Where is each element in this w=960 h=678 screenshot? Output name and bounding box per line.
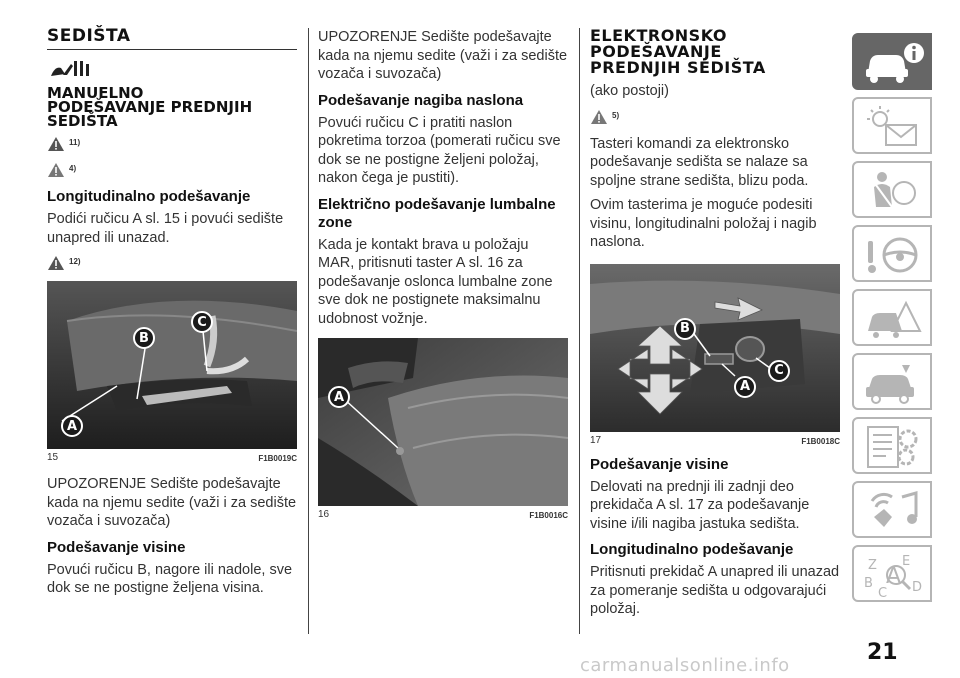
seat-lever-photo [47, 281, 297, 449]
heading-height: Podešavanje visine [47, 538, 186, 556]
section-title-seats: SEDIŠTA [47, 26, 131, 46]
lumbar-button-photo [318, 338, 568, 506]
caution-triangle-icon [47, 162, 65, 178]
warning-triangle-icon [47, 255, 65, 271]
tab-safety[interactable] [852, 161, 932, 218]
index-icon [862, 551, 926, 599]
column-divider [579, 28, 580, 634]
warning-ref-4 [590, 109, 840, 131]
tab-driving[interactable] [852, 225, 932, 282]
text-warning: UPOZORENJE Sedište podešavajte kada na njemu sedite (važi i za sedište vozača i suvozača) [47, 476, 297, 529]
callout-c: C [191, 311, 213, 333]
warning-ref-1 [47, 136, 297, 158]
heading-longitudinal: Longitudinalno podešavanje [47, 188, 251, 205]
text-optional: (ako postoji) [590, 83, 669, 99]
figure-caption [318, 509, 568, 520]
tab-car-info[interactable] [852, 33, 932, 90]
text-longitudinal: Podići ručicu A sl. 15 i povući sedište unapred ili unazad. [47, 211, 284, 246]
heading-lumbar: Električno podešavanje lumbalne zone [318, 195, 556, 231]
figure-17 [590, 264, 840, 446]
tab-emergency[interactable] [852, 289, 932, 346]
caution-triangle-icon [590, 109, 608, 125]
warning-triangle-icon [47, 136, 65, 152]
page-number: 21 [867, 640, 898, 665]
index-letter: C [878, 586, 888, 599]
column-3 [590, 28, 840, 619]
warning-ref-2 [47, 162, 297, 184]
column-1 [47, 28, 297, 598]
ref-number: 11) [69, 138, 81, 147]
technical-data-icon [862, 423, 926, 471]
figure-16 [318, 338, 568, 520]
index-letter: B [864, 576, 873, 591]
figure-caption [590, 435, 840, 446]
text-lumbar: Kada je kontakt brava u položaju MAR, pritisnuti taster A sl. 16 za podešavanje oslonca lumbalne zone sve dok ne postignete maksimalnu udobnost vožnje. [318, 236, 553, 327]
warning-lights-icon [862, 103, 926, 151]
figure-number: 17 [590, 434, 602, 446]
manual-seat-icon [47, 56, 297, 80]
callout-b: B [674, 318, 696, 340]
figure-code: F1B0019C [258, 454, 297, 463]
text-height: Povući ručicu B, nagore ili nadole, sve dok se ne postigne željena visina. [47, 561, 293, 596]
heading-longitudinal: Longitudinalno podešavanje [590, 541, 794, 558]
text-longitudinal: Pritisnuti prekidač A unapred ili unazad za pomeranje sedišta u odgovarajući položaj. [590, 564, 840, 617]
section-title-electronic: ELEKTRONSKO PODEŠAVANJE PREDNJIH SEDIŠTA [590, 26, 766, 77]
text-intro-1: Tasteri komandi za elektronsko podešavanje sedišta se nalaze sa spoljne strane sedišta, blizu poda. [590, 135, 809, 189]
ref-number: 12) [69, 257, 81, 266]
figure-code: F1B0016C [529, 511, 568, 520]
index-letter: D [912, 580, 923, 595]
callout-a: A [328, 386, 350, 408]
callout-b: B [133, 327, 155, 349]
heading-height: Podešavanje visine [590, 455, 729, 473]
ref-number: 4) [69, 164, 77, 173]
figure-caption [47, 452, 297, 463]
callout-c: C [768, 360, 790, 382]
airbag-seatbelt-icon [862, 167, 926, 215]
index-letter: Z [868, 558, 877, 573]
tab-index[interactable] [852, 545, 932, 602]
index-letter: E [902, 554, 911, 569]
steering-wheel-icon [862, 231, 926, 279]
title-rule [47, 49, 297, 50]
figure-number: 15 [47, 452, 59, 463]
text-height: Delovati na prednji ili zadnji deo prekidača A sl. 17 za podešavanje visine i/ili nagiba jastuka sedišta. [590, 478, 810, 532]
text-recline: Povući ručicu C i pratiti naslon pokretima torzoa (pomerati ručicu sve dok se ne postigne željeni položaj, nakon čega je pustiti). [318, 114, 561, 186]
multimedia-icon [862, 487, 926, 535]
watermark: carmanualsonline.info [580, 655, 790, 676]
subsection-title-manual: MANUELNO PODEŠAVANJE PREDNJIH SEDIŠTA [47, 84, 253, 130]
chapter-tabs [852, 33, 932, 609]
car-info-icon [862, 39, 926, 87]
ref-number: 5) [612, 110, 620, 120]
column-2 [318, 28, 568, 520]
figure-number: 16 [318, 509, 330, 520]
tab-technical-data[interactable] [852, 417, 932, 474]
index-letter: A [886, 564, 902, 589]
tab-multimedia[interactable] [852, 481, 932, 538]
warning-ref-3 [47, 255, 297, 277]
breakdown-icon [862, 295, 926, 343]
callout-a: A [734, 376, 756, 398]
column-divider [308, 28, 309, 634]
heading-recline: Podešavanje nagiba naslona [318, 91, 524, 109]
car-service-icon [862, 359, 926, 407]
power-seat-switch-photo [590, 264, 840, 432]
text-warning: UPOZORENJE Sedište podešavajte kada na njemu sedite (važi i za sedište vozača i suvozača) [318, 29, 568, 82]
figure-15 [47, 281, 297, 463]
figure-code: F1B0018C [801, 436, 840, 446]
tab-warning-lights[interactable] [852, 97, 932, 154]
callout-a: A [61, 415, 83, 437]
tab-service[interactable] [852, 353, 932, 410]
text-intro-2: Ovim tasterima je moguće podesiti visinu, longitudinalni položaj i nagib naslona. [590, 197, 817, 250]
